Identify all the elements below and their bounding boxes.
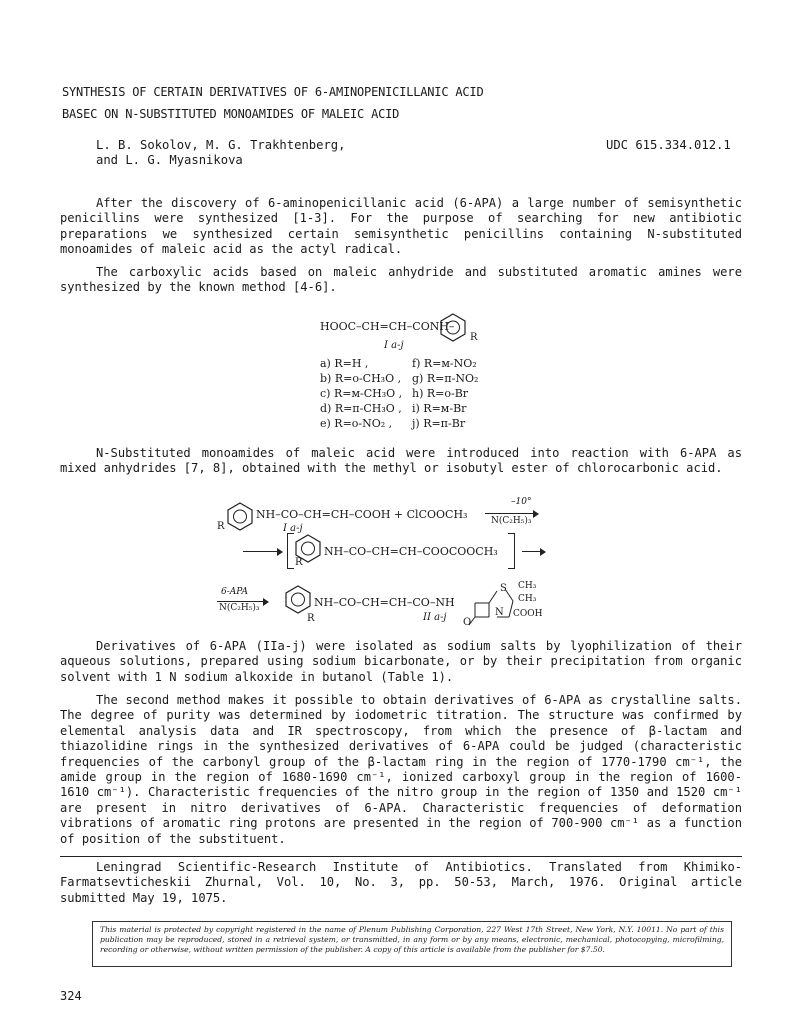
arrow-head-icon — [533, 510, 539, 518]
scheme-2-row3-r: R — [307, 613, 315, 624]
arrow-head-icon — [263, 598, 269, 606]
carbonyl-o: O — [463, 617, 472, 628]
paragraph-carboxylic: The carboxylic acids based on maleic anhydride and substituted aromatic amines were synthesized by the known method [4-6]. — [60, 265, 742, 295]
authors-line-2: and L. G. Myasnikova — [96, 153, 243, 167]
reaction-arrow-3 — [522, 551, 542, 552]
paragraph-isolation: Derivatives of 6-APA (IIa-j) were isolated as sodium salts by lyophilization of their aqueous solutions, prepared using sodium bicarbonate, or by their precipitation from organic solvent with 1 N sodium alkoxide in butanol (Table 1). — [60, 639, 742, 684]
reaction-arrow-2 — [243, 551, 279, 552]
title-line-1: SYNTHESIS OF CERTAIN DERIVATIVES OF 6-AMINOPENICILLANIC ACID — [62, 85, 484, 99]
substituent-c: c) R=м-CH₃O , — [320, 387, 403, 400]
scheme-1-label: I a-j — [384, 340, 404, 351]
benzene-ring-icon — [225, 501, 255, 531]
scheme-2-row1-r: R — [217, 521, 225, 532]
substituent-b: b) R=o-CH₃O , — [320, 372, 402, 385]
udc-code: UDC 615.334.012.1 — [606, 138, 731, 152]
substituent-e: e) R=o-NO₂ , — [320, 417, 393, 430]
carboxyl-group: COOH — [513, 609, 543, 619]
substituent-i: i) R=м-Br — [412, 402, 467, 415]
substituent-g: g) R=п-NO₂ — [412, 372, 479, 385]
condition-2-top: 6-APA — [221, 587, 248, 597]
substituent-h: h) R=o-Br — [412, 387, 469, 400]
condition-2-bottom: N(C₂H₅)₃ — [219, 603, 260, 613]
scheme-2-row1-formula: NH–CO–CH=CH–COOH + ClCOOCH₃ — [256, 508, 468, 521]
paragraph-ir-spectroscopy: The second method makes it possible to obtain derivatives of 6-APA as crystalline salts. The degree of purity was determined by iodometric titration. The structure was confirmed by elemental analysis data and IR spectroscopy, from which the presence of β-lactam and thiazolidine rings in the synthesized derivatives of 6-APA could be judged (characteristic frequencies of the carbonyl group of the β-lactam ring in the region of 1770-1790 cm⁻¹, the amide group in the region of 1680-1690 cm⁻¹, ionized carboxyl group in the region of 1600-1610 cm⁻¹). Characteristic frequencies of the nitro group in the region of 1350 and 1520 cm⁻¹ are present in nitro derivatives of 6-APA. Characteristic frequencies of deformation vibrations of aromatic ring protons are presented in the region of 700-900 cm⁻¹ as a function of position of the substituent. — [60, 693, 742, 846]
scheme-1 — [320, 308, 500, 433]
scheme-2-row2-formula: NH–CO–CH=CH–COOCOOCH₃ — [324, 545, 498, 558]
authors-line-1: L. B. Sokolov, M. G. Trakhtenberg, — [96, 138, 346, 152]
bracket-right — [508, 533, 515, 569]
scheme-2-row1-label: I a-j — [283, 523, 303, 534]
substituent-j: j) R=п-Br — [412, 417, 466, 430]
scheme-2 — [215, 495, 585, 630]
substituent-f: f) R=м-NO₂ — [412, 357, 477, 370]
page-number: 324 — [60, 989, 82, 1003]
copyright-notice: This material is protected by copyright registered in the name of Plenum Publishing Corporation, 227 West 17th Street, New York, N.Y. 10011. No part of this publication may be reproduced, stored in a retrieval system, or transmitted, in any form or by any means, electronic, mechanical, photocopying, microfilming, recording or otherwise, without written permission of the publisher. A copy of this article is available from the publisher for $7.50. — [92, 921, 732, 967]
scheme-2-row3-label: II a-j — [423, 612, 447, 623]
ring-nitrogen: N — [495, 607, 504, 618]
condition-1-top: –10° — [511, 497, 532, 507]
substituent-list-left — [320, 356, 402, 431]
scheme-1-formula: HOOC–CH=CH–CONH– — [320, 320, 455, 333]
methyl-2: CH₃ — [518, 594, 537, 604]
footnote-rule — [60, 856, 742, 857]
paragraph-intro: After the discovery of 6-aminopenicillanic acid (6-APA) a large number of semisynthetic penicillins were synthesized [1-3]. For the purpose of searching for new antibiotic preparations we synthesized certain semisynthetic penicillins containing N-substituted monoamides of maleic acid as the actyl radical. — [60, 196, 742, 257]
substituent-a: a) R=H , — [320, 357, 369, 370]
scheme-1-r: R — [470, 332, 478, 343]
methyl-1: CH₃ — [518, 581, 537, 591]
arrow-head-icon — [540, 548, 546, 556]
ring-sulfur: S — [500, 583, 507, 594]
substituent-list-right — [412, 356, 478, 431]
scheme-2-row2-r: R — [295, 557, 303, 568]
benzene-ring-icon — [283, 584, 313, 614]
footnote-affiliation: Leningrad Scientific-Research Institute of Antibiotics. Translated from Khimiko-Farmatsevticheskii Zhurnal, Vol. 10, No. 3, pp. 50-53, March, 1976. Original article submitted May 19, 1075. — [60, 860, 742, 905]
reaction-arrow-1 — [485, 513, 535, 514]
reaction-arrow-4 — [217, 601, 265, 602]
title-line-2: BASEC ON N-SUBSTITUTED MONOAMIDES OF MALEIC ACID — [62, 107, 400, 121]
scheme-2-row3-formula: NH–CO–CH=CH–CO–NH — [314, 596, 455, 609]
condition-1-bottom: N(C₂H₅)₃ — [491, 516, 532, 526]
substituent-d: d) R=п-CH₃O , — [320, 402, 402, 415]
paragraph-mixed-anhydrides: N-Substituted monoamides of maleic acid were introduced into reaction with 6-APA as mixed anhydrides [7, 8], obtained with the methyl or isobutyl ester of chlorocarbonic acid. — [60, 446, 742, 476]
arrow-head-icon — [277, 548, 283, 556]
benzene-ring-icon — [438, 312, 468, 342]
